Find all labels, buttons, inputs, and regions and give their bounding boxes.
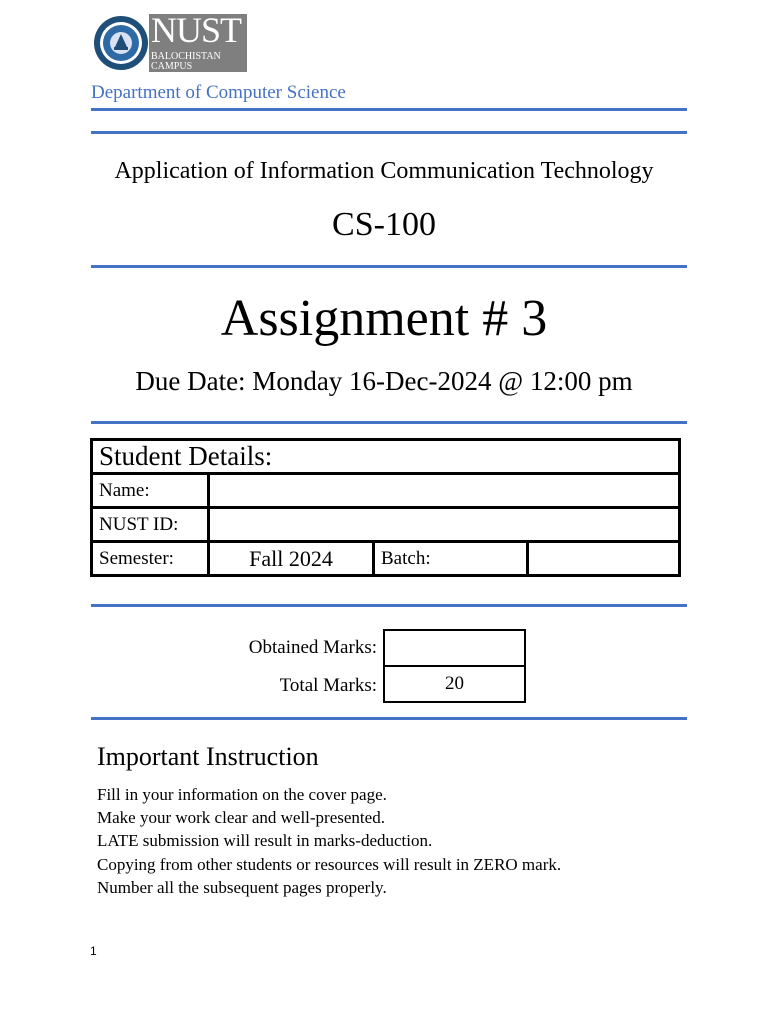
- name-field[interactable]: [209, 474, 680, 508]
- course-code: CS-100: [332, 206, 436, 243]
- list-item: Make your work clear and well-presented.: [97, 808, 385, 828]
- marks-table: [383, 629, 526, 703]
- total-marks-value: 20: [384, 666, 525, 702]
- instructions-list: [97, 783, 561, 899]
- name-label: Name:: [92, 474, 209, 508]
- semester-label: Semester:: [92, 542, 209, 576]
- instructions-heading: Important Instruction: [97, 742, 319, 771]
- department-name: Department of Computer Science: [91, 82, 346, 103]
- logo-wordmark-box: [149, 14, 247, 72]
- due-date: Due Date: Monday 16-Dec-2024 @ 12:00 pm: [135, 366, 633, 396]
- list-item: LATE submission will result in marks-deduction.: [97, 831, 433, 851]
- logo-subtitle-line2: CAMPUS: [151, 61, 193, 72]
- nust-logo: [93, 14, 247, 72]
- list-item: Copying from other students or resources will result in ZERO mark.: [97, 854, 562, 874]
- divider-rule: [91, 131, 687, 134]
- student-details-heading: Student Details:: [92, 440, 680, 474]
- assignment-title: Assignment # 3: [220, 290, 548, 347]
- obtained-marks-field[interactable]: [384, 630, 525, 666]
- semester-value: Fall 2024: [209, 542, 374, 576]
- nust-id-label: NUST ID:: [92, 508, 209, 542]
- divider-rule: [91, 604, 687, 607]
- divider-rule: [91, 108, 687, 111]
- divider-rule: [91, 421, 687, 424]
- batch-label: Batch:: [374, 542, 528, 576]
- list-item: Number all the subsequent pages properly.: [97, 877, 387, 897]
- total-marks-label: Total Marks:: [279, 675, 377, 696]
- obtained-marks-label: Obtained Marks:: [248, 637, 377, 658]
- list-item: Fill in your information on the cover page.: [97, 785, 387, 804]
- divider-rule: [91, 717, 687, 720]
- nust-id-field[interactable]: [209, 508, 680, 542]
- course-title: Application of Information Communication Technology: [114, 158, 654, 184]
- divider-rule: [91, 265, 687, 268]
- logo-subtitle-line1: BALOCHISTAN: [151, 51, 221, 62]
- student-details-table: [90, 438, 681, 577]
- university-seal-icon: [93, 14, 149, 72]
- batch-field[interactable]: [528, 542, 680, 576]
- page-number: 1: [90, 944, 97, 958]
- logo-wordmark: NUST: [151, 14, 242, 50]
